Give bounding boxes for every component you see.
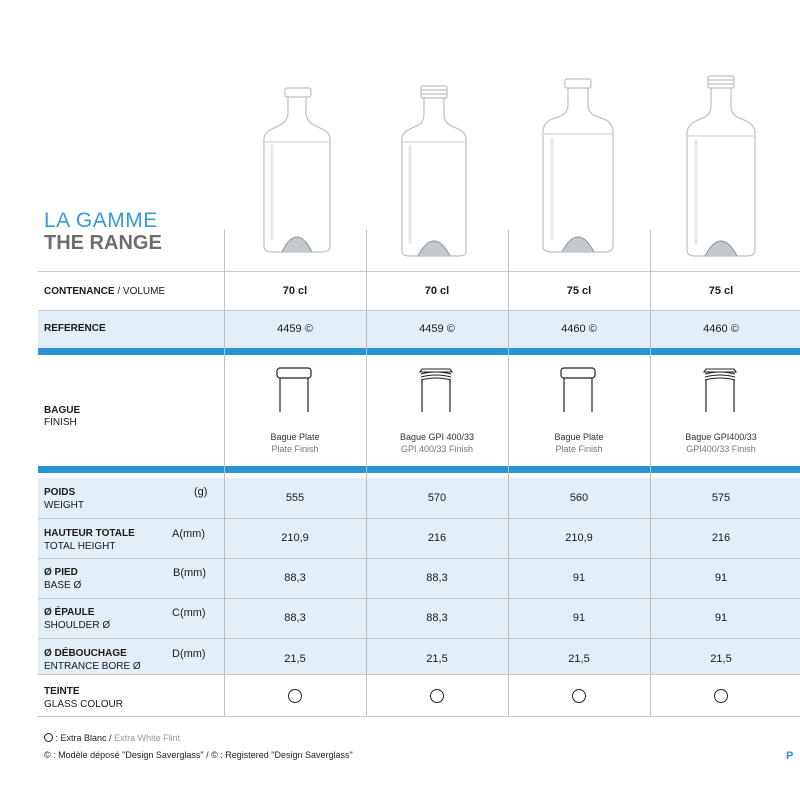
base-value: 91 [714, 572, 728, 584]
bore-value: 21,5 [284, 653, 306, 665]
plate-finish-icon [559, 366, 599, 416]
shoulder-value: 91 [714, 612, 728, 624]
bottle-3 [543, 79, 613, 252]
blue-separator [38, 348, 800, 355]
bore-label-en: ENTRANCE BORE Ø [44, 661, 141, 672]
shoulder-unit: C(mm) [172, 607, 206, 619]
volume-label: CONTENANCE / VOLUME [44, 286, 166, 297]
shoulder-label-fr: Ø ÉPAULE [44, 607, 95, 618]
range-title-fr: LA GAMME [44, 209, 158, 232]
divider [38, 271, 800, 272]
divider [38, 716, 800, 717]
column-divider [650, 230, 651, 716]
colour-label-en: GLASS COLOUR [44, 699, 123, 710]
circle-icon [288, 689, 302, 703]
base-label-fr: Ø PIED [44, 567, 78, 578]
circle-icon [572, 689, 586, 703]
reference-value: 4459 © [419, 323, 455, 335]
finish-name-fr: Bague Plate [270, 432, 320, 442]
weight-value: 575 [711, 492, 731, 504]
finish-name-fr: Bague GPI400/33 [685, 432, 757, 442]
shoulder-value: 88,3 [284, 612, 306, 624]
circle-icon [430, 689, 444, 703]
bottle-1 [264, 88, 330, 252]
circle-icon [714, 689, 728, 703]
page-mark: P [786, 750, 794, 762]
bore-value: 21,5 [710, 653, 732, 665]
shoulder-label-en: SHOULDER Ø [44, 620, 111, 631]
weight-label-fr: POIDS [44, 487, 76, 498]
volume-value: 75 cl [566, 285, 592, 297]
plate-finish-icon [275, 366, 315, 416]
volume-value: 70 cl [424, 285, 450, 297]
base-value: 91 [572, 572, 586, 584]
bore-unit: D(mm) [172, 648, 206, 660]
blue-separator [38, 466, 800, 473]
height-value: 210,9 [565, 532, 593, 544]
divider [38, 598, 800, 599]
finish-name-fr: Bague GPI 400/33 [399, 432, 475, 442]
circle-icon [44, 733, 53, 742]
divider [38, 310, 800, 311]
reference-value: 4460 © [703, 323, 739, 335]
base-value: 88,3 [284, 572, 306, 584]
finish-name-en: GPI400/33 Finish [686, 444, 756, 454]
weight-value: 570 [427, 492, 447, 504]
weight-value: 555 [285, 492, 305, 504]
bore-label-fr: Ø DÉBOUCHAGE [44, 648, 127, 659]
colour-label-fr: TEINTE [44, 686, 80, 697]
column-divider [366, 230, 367, 716]
bottle-2 [402, 86, 466, 256]
finish-name-en: GPI 400/33 Finish [400, 444, 474, 454]
finish-name-en: Plate Finish [555, 444, 603, 454]
volume-value: 70 cl [282, 285, 308, 297]
weight-value: 560 [569, 492, 589, 504]
shoulder-value: 91 [572, 612, 586, 624]
finish-name-en: Plate Finish [271, 444, 319, 454]
bore-value: 21,5 [568, 653, 590, 665]
height-value: 216 [427, 532, 447, 544]
height-value: 210,9 [281, 532, 309, 544]
height-label-en: TOTAL HEIGHT [44, 541, 116, 552]
screw-finish-icon [417, 366, 457, 416]
reference-value: 4459 © [277, 323, 313, 335]
legal-note: © : Modèle déposé "Design Saverglass" / © : Registered "Design Saverglass" [44, 750, 353, 760]
divider [38, 558, 800, 559]
weight-unit: (g) [194, 486, 208, 498]
base-label-en: BASE Ø [44, 580, 82, 591]
bore-value: 21,5 [426, 653, 448, 665]
range-title-en: THE RANGE [44, 232, 162, 254]
finish-name-fr: Bague Plate [554, 432, 604, 442]
column-divider [508, 230, 509, 716]
base-unit: B(mm) [173, 567, 206, 579]
finish-label-fr: BAGUE [44, 405, 81, 416]
reference-value: 4460 © [561, 323, 597, 335]
shoulder-value: 88,3 [426, 612, 448, 624]
height-label-fr: HAUTEUR TOTALE [44, 528, 135, 539]
volume-value: 75 cl [708, 285, 734, 297]
column-divider [224, 230, 225, 716]
bottle-4 [687, 76, 755, 256]
screw-finish-icon [701, 366, 741, 416]
finish-label-en: FINISH [44, 417, 77, 428]
height-unit: A(mm) [172, 528, 205, 540]
legend-line: : Extra Blanc / Extra White Flint [44, 733, 180, 743]
base-value: 88,3 [426, 572, 448, 584]
divider [38, 674, 800, 675]
height-value: 216 [711, 532, 731, 544]
divider [38, 518, 800, 519]
reference-label: REFERENCE [44, 323, 106, 334]
divider [38, 638, 800, 639]
weight-label-en: WEIGHT [44, 500, 84, 511]
